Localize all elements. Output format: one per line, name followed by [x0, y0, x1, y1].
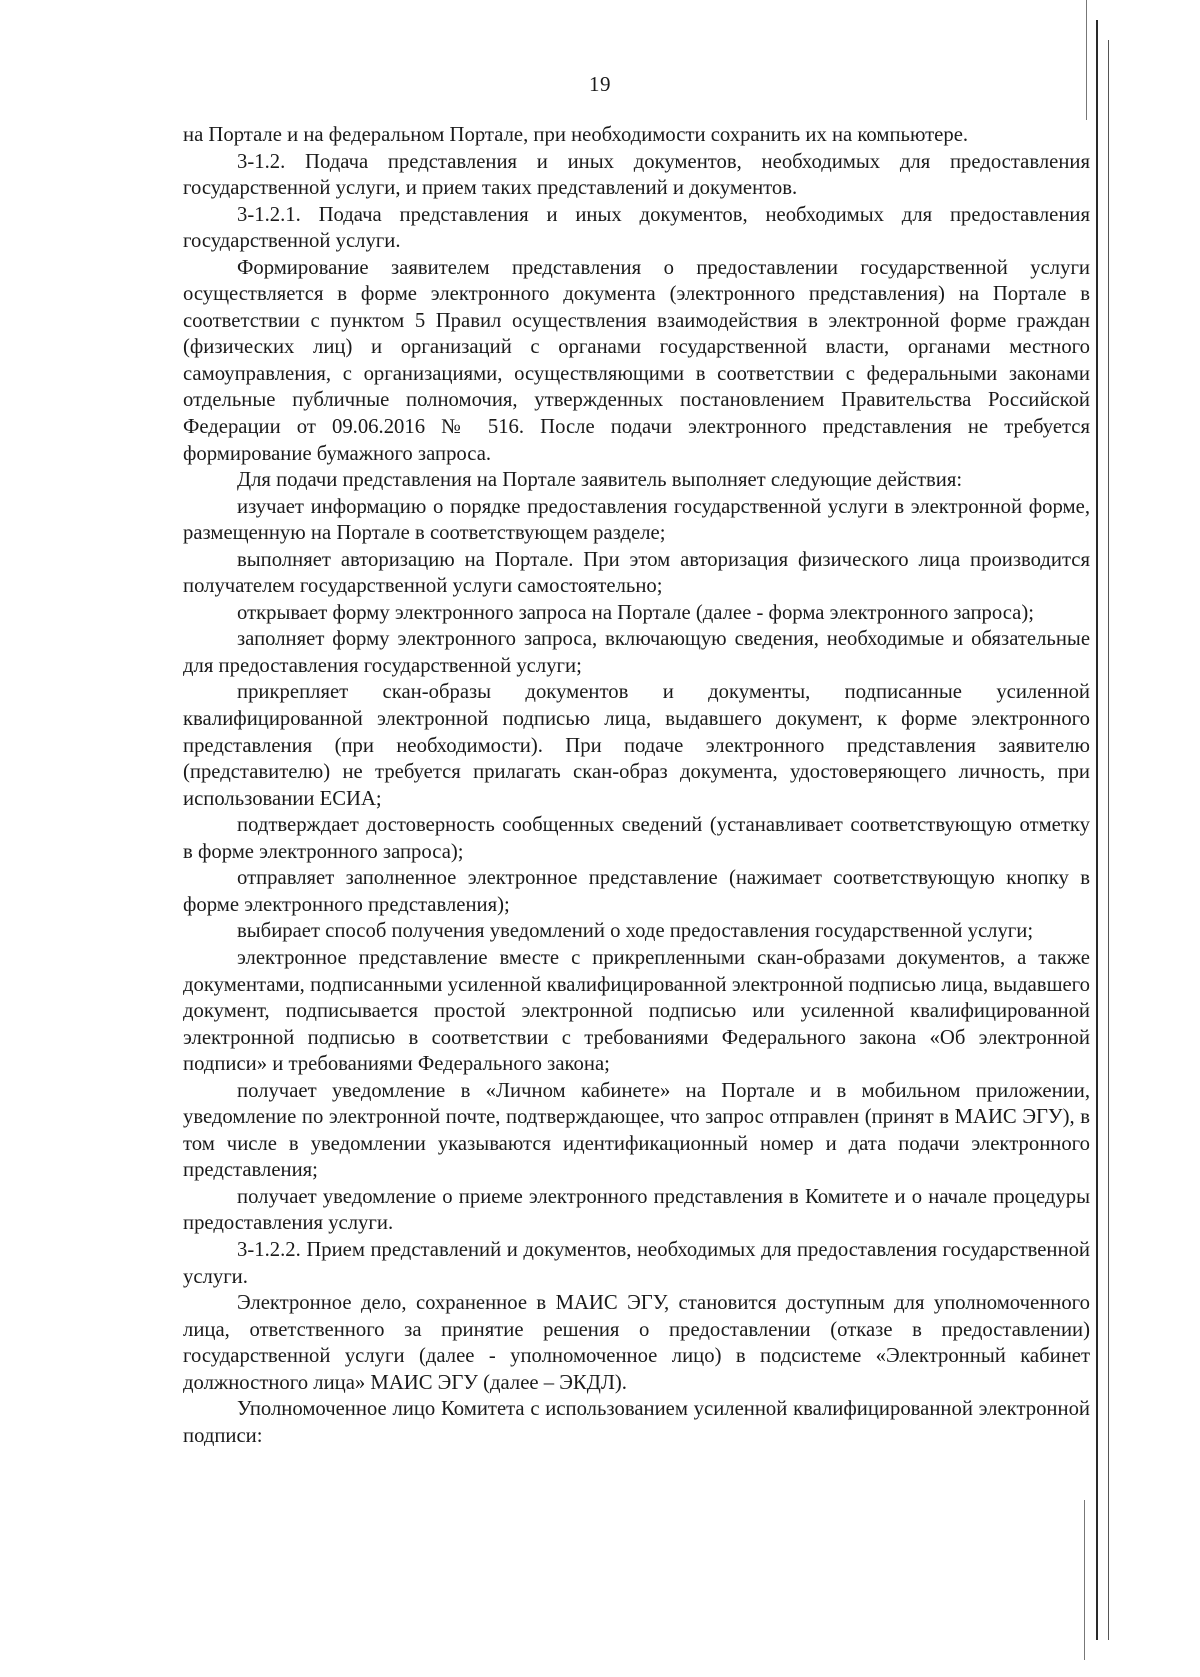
list-item: подтверждает достоверность сообщенных сведений (устанавливает соответствующую отметку в форме электронного запроса); — [183, 814, 1090, 863]
list-item: получает уведомление в «Личном кабинете» на Портале и в мобильном приложении, уведомление по электронной почте, подтверждающее, что запрос отправлен (принят в МАИС ЭГУ), в том числе в уведомлении указываются идентификационный номер и дата подачи электронного представления; — [183, 1079, 1090, 1182]
document-body — [183, 122, 1090, 1449]
page-number: 19 — [589, 72, 611, 96]
subsection-heading: 3-1.2.2. Прием представлений и документов, необходимых для предоставления государственной услуги. — [183, 1238, 1090, 1288]
section-heading: 3-1.2. Подача представления и иных документов, необходимых для предоставления государственной услуги, и прием таких представлений и документов. — [183, 150, 1090, 200]
scan-edge-line — [1084, 1500, 1085, 1660]
paragraph: Электронное дело, сохраненное в МАИС ЭГУ, становится доступным для уполномоченного лица, ответственного за принятие решения о предоставлении (отказе в предоставлении) государственной услуги (далее - уполномоченное лицо) в подсистеме «Электронный кабинет должностного лица» МАИС ЭГУ (далее – ЭКДЛ). — [183, 1292, 1090, 1394]
scan-edge-line — [1086, 0, 1087, 120]
paragraph: Формирование заявителем представления о предоставлении государственной услуги осуществляется в форме электронного документа (электронного представления) на Портале в соответствии с пунктом 5 Правил осуществления взаимодействия в электронной форме граждан (физических лиц) и организаций с органами государственной власти, органами местного самоуправления, с организациями, осуществляющими в соответствии с федеральными законами отдельные публичные полномочия, утвержденных постановлением Правительства Российской Федерации от 09.06.2016 № 516. После подачи электронного представления не требуется формирование бумажного запроса. — [183, 256, 1090, 465]
paragraph: Уполномоченное лицо Комитета с использованием усиленной квалифицированной электронной подписи: — [183, 1398, 1090, 1447]
scan-edge-line — [1108, 40, 1109, 1640]
scan-edge-line — [1096, 20, 1098, 1640]
paragraph: Для подачи представления на Портале заявитель выполняет следующие действия: — [237, 469, 963, 492]
list-item: отправляет заполненное электронное представление (нажимает соответствующую кнопку в форме электронного представления); — [183, 867, 1090, 916]
list-item: открывает форму электронного запроса на Портале (далее - форма электронного запроса); — [237, 601, 1034, 624]
list-item: прикрепляет скан-образы документов и документы, подписанные усиленной квалифицированной электронной подписью лица, выдавшего документ, к форме электронного представления (при необходимости). При подаче электронного представления заявителю (представителю) не требуется прилагать скан-образ документа, удостоверяющего личность, при использовании ЕСИА; — [183, 681, 1090, 810]
list-item: выполняет авторизацию на Портале. При этом авторизация физического лица производится получателем государственной услуги самостоятельно; — [183, 548, 1090, 598]
list-item: получает уведомление о приеме электронного представления в Комитете и о начале процедуры предоставления услуги. — [183, 1185, 1090, 1235]
list-item: заполняет форму электронного запроса, включающую сведения, необходимые и обязательные для предоставления государственной услуги; — [183, 628, 1090, 677]
paragraph: на Портале и на федеральном Портале, при необходимости сохранить их на компьютере. — [183, 124, 969, 146]
list-item: выбирает способ получения уведомлений о ходе предоставления государственной услуги; — [237, 920, 1034, 943]
list-item: электронное представление вместе с прикрепленными скан-образами документов, а также документами, подписанными усиленной квалифицированной электронной подписью лица, выдавшего документ, подписывается простой электронной подписью или усиленной квалифицированной электронной подписью в соответствии с требованиями Федерального закона «Об электронной подписи» и требованиями Федерального закона; — [183, 946, 1090, 1076]
list-item: изучает информацию о порядке предоставления государственной услуги в электронной форме, размещенную на Портале в соответствующем разделе; — [183, 495, 1090, 545]
subsection-heading: 3-1.2.1. Подача представления и иных документов, необходимых для предоставления государственной услуги. — [183, 203, 1090, 253]
